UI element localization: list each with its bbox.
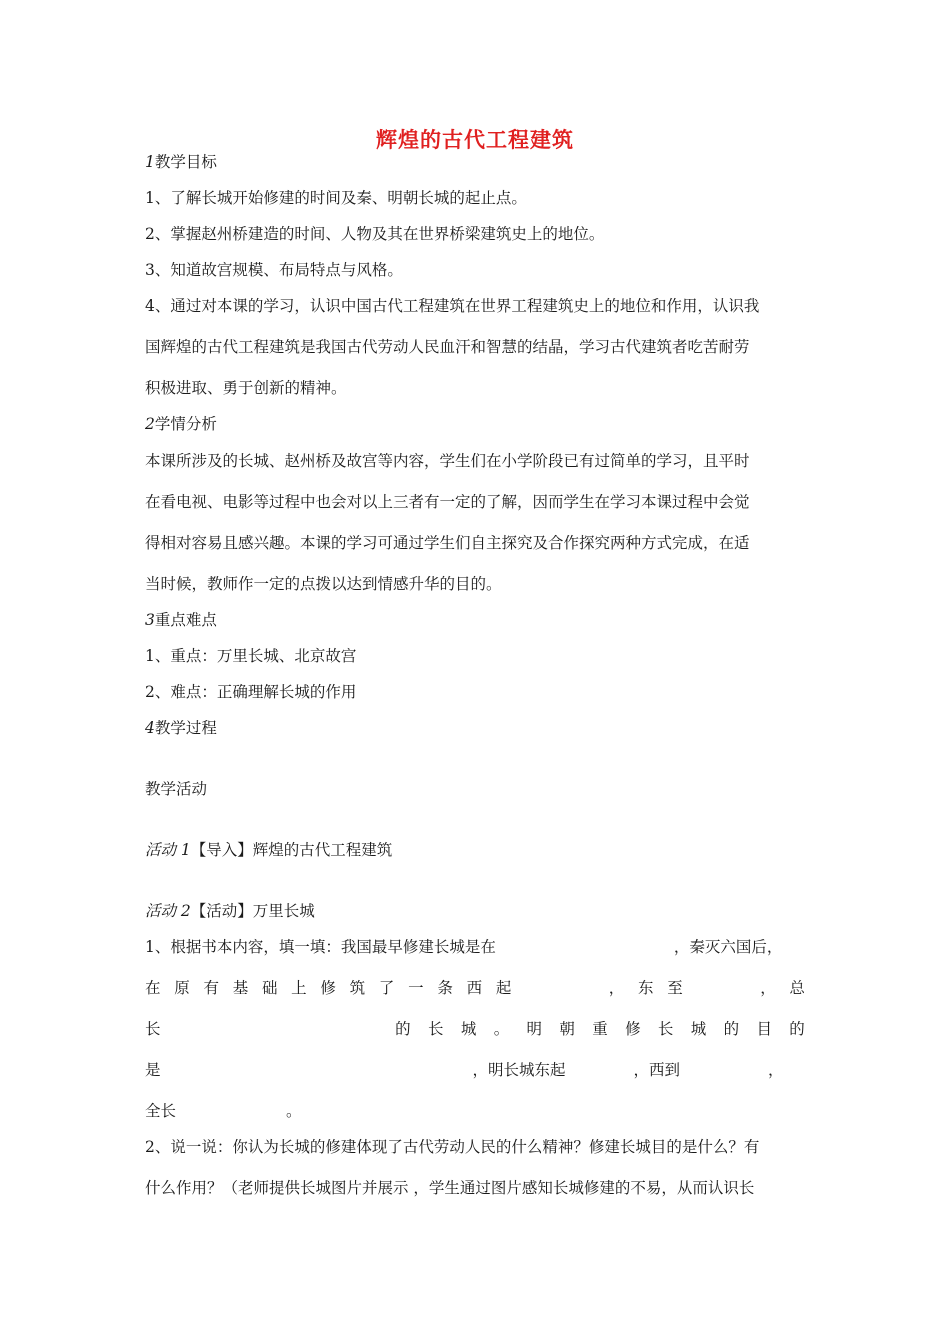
section-number: 1: [145, 153, 155, 171]
fill-char: 一: [408, 979, 424, 997]
section-label: 教学目标: [154, 153, 217, 171]
fill-char: 在: [145, 979, 161, 997]
fill-char: 长: [657, 1020, 674, 1038]
goal-item: 1、了解长城开始修建的时间及秦、明朝长城的起止点。: [145, 189, 527, 207]
fill-text: ，: [768, 1061, 784, 1079]
fill-char: ，: [760, 979, 776, 997]
section-heading-keypoints: [145, 610, 217, 630]
keypoint-item: 1、重点：万里长城、北京故宫: [145, 647, 357, 665]
fill-char: 筑: [349, 979, 366, 997]
fill-char: 的: [723, 1020, 740, 1038]
fill-char: 明: [526, 1020, 543, 1038]
blank-field: [525, 978, 595, 998]
fill-char: ，: [608, 979, 625, 997]
fill-char: 目: [756, 1020, 772, 1038]
fill-text: 。: [286, 1102, 302, 1120]
fill-char: 长: [428, 1020, 444, 1038]
activity-text: 【导入】辉煌的古代工程建筑: [190, 841, 393, 859]
fill-char: 的: [395, 1020, 411, 1038]
fill-text: ，西到: [633, 1061, 681, 1079]
fill-char: 东: [638, 979, 654, 997]
fill-char: 修: [320, 979, 336, 997]
goal-item: 2、掌握赵州桥建造的时间、人物及其在世界桥梁建筑史上的地位。: [145, 225, 605, 243]
fill-char: 基: [232, 979, 249, 997]
fill-char: 条: [437, 979, 453, 997]
analysis-line: 本课所涉及的长城、赵州桥及故宫等内容，学生们在小学阶段已有过简单的学习，且平时: [145, 452, 750, 470]
fill-text: ，秦灭六国后，: [673, 938, 783, 956]
fill-line-1: [145, 937, 782, 957]
section-heading-process: [145, 718, 217, 738]
activities-label: 教学活动: [145, 780, 208, 798]
section-number: 3: [145, 611, 155, 629]
fill-char: 至: [667, 979, 683, 997]
analysis-line: 当时候，教师作一定的点拨以达到情感升华的目的。: [145, 575, 502, 593]
fill-text: 1、根据书本内容，填一填：我国最早修建长城是在: [145, 938, 496, 956]
fill-char: 有: [203, 979, 219, 997]
fill-char: 的: [789, 1020, 805, 1038]
section-heading-goals: [145, 152, 217, 172]
fill-char: 城: [690, 1020, 707, 1038]
goal-item: 3、知道故宫规模、布局特点与风格。: [145, 261, 403, 279]
fill-text: 是: [145, 1061, 161, 1079]
fill-char: 起: [495, 979, 512, 997]
fill-line-2: [145, 978, 805, 998]
fill-line-3: [145, 1019, 805, 1039]
goal-item: 4、通过对本课的学习，认识中国古代工程建筑在世界工程建筑史上的地位和作用，认识我: [145, 297, 760, 315]
fill-char: 础: [261, 979, 278, 997]
goal-item: 积极进取、勇于创新的精神。: [145, 379, 347, 397]
analysis-line: 得相对容易且感兴趣。本课的学习可通过学生们自主探究及合作探究两种方式完成，在适: [145, 534, 750, 552]
fill-char: 西: [466, 979, 483, 997]
activity-prefix: 活动 1: [145, 841, 191, 859]
fill-char: 朝: [559, 1020, 575, 1038]
section-label: 学情分析: [154, 415, 217, 433]
keypoint-item: 2、难点：正确理解长城的作用: [145, 683, 357, 701]
fill-line-5: [145, 1101, 302, 1121]
fill-char: 原: [174, 979, 190, 997]
section-heading-analysis: [145, 414, 217, 434]
section-label: 教学过程: [154, 719, 217, 737]
fill-text: ，明长城东起: [472, 1061, 566, 1079]
activity-1: [145, 840, 392, 860]
section-number: 2: [145, 415, 155, 433]
fill-char: 上: [291, 979, 307, 997]
analysis-line: 在看电视、电影等过程中也会对以上三者有一定的了解，因而学生在学习本课过程中会觉: [145, 493, 750, 511]
fill-char: 城: [460, 1020, 477, 1038]
blank-field: [178, 1019, 378, 1039]
fill-text: 全长: [145, 1102, 177, 1120]
activity-text: 【活动】万里长城: [190, 902, 315, 920]
document-title: 辉煌的古代工程建筑: [376, 128, 574, 152]
fill-line-4: [145, 1060, 784, 1080]
discuss-line: 2、说一说：你认为长城的修建体现了古代劳动人民的什么精神？修建长城目的是什么？有: [145, 1138, 760, 1156]
fill-char: 了: [378, 979, 395, 997]
fill-char: 。: [493, 1020, 510, 1038]
discuss-line: 什么作用？（老师提供长城图片并展示 ，学生通过图片感知长城修建的不易，从而认识长: [145, 1179, 755, 1197]
section-number: 4: [145, 719, 155, 737]
blank-field: [696, 978, 746, 998]
fill-char: 重: [592, 1020, 608, 1038]
activity-prefix: 活动 2: [145, 902, 191, 920]
goal-item: 国辉煌的古代工程建筑是我国古代劳动人民血汗和智慧的结晶，学习古代建筑者吃苦耐劳: [145, 338, 750, 356]
fill-char: 总: [789, 979, 805, 997]
fill-char: 长: [145, 1020, 161, 1038]
section-label: 重点难点: [154, 611, 217, 629]
activity-2: [145, 901, 315, 921]
fill-char: 修: [625, 1020, 641, 1038]
